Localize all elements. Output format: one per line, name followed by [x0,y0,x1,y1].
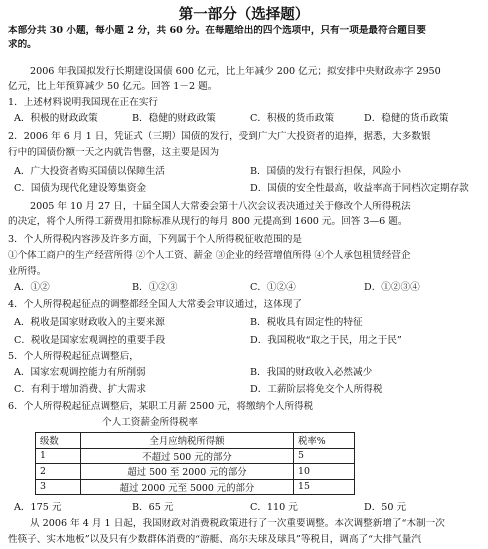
q4-option-b: B．税收具有固定性的特征 [250,317,363,328]
q2-option-c: C．国债为现代化建设筹集资金 [14,183,147,194]
section-title: 第一部分（选择题） [178,7,310,23]
instructions-line-1: 本部分共 30 小题，每小题 2 分，共 60 分。在每题给出的四个选项中，只有一项是最符合题目要 [8,25,426,36]
q2-stem-line-1: 2．2006 年 6 月 1 日，凭证式（三期）国债的发行，受到广大广大投资者的追捧，据悉，大多数银 [8,131,431,142]
q6-option-c: C．110 元 [250,502,298,513]
cell-level: 1 [36,448,81,464]
cell-rate: 5 [294,448,355,464]
q3-stem: 3．个人所得税内容涉及许多方面，下列属于个人所得税征收范围的是 [8,234,302,245]
q4-stem: 4．个人所得税起征点的调整都经全国人大常委会审议通过，这体现了 [8,299,302,310]
material2-line-1: 2005 年 10 月 27 日，十届全国人大常委会第十八次会议表决通过关于修改个人所得税法 [30,201,411,212]
q2-stem-line-2: 行中的国债份额一天之内就告售罄，这主要是因为 [8,147,220,158]
q6-option-b: B．65 元 [132,502,174,513]
material2-line-2: 的决定，将个人所得工薪费用扣除标准从现行的每月 800 元提高到 1600 元。回答 3—6 题。 [8,216,408,227]
q6-stem: 6．个人所得税起征点调整后，某职工月薪 2500 元，将缴纳个人所得税 [8,401,314,412]
q1-option-b: B．稳健的财政政策 [132,113,216,124]
cell-level: 2 [36,464,81,480]
table-header-row [36,433,355,449]
material1-line-2: 亿元，比上年预算减少 50 亿元。回答 1－2 题。 [8,81,218,92]
q1-option-c: C．积极的货币政策 [250,113,335,124]
table-row [36,448,355,464]
table-row [36,464,355,480]
q3-items-line-2: 业所得。 [8,266,47,277]
q3-option-c: C．①②④ [250,282,296,293]
q6-option-d: D．50 元 [364,502,407,513]
cell-amount: 超过 2000 元至 5000 元的部分 [81,479,294,495]
q3-items-line-1: ①个体工商户的生产经营所得 ②个人工资、薪金 ③企业的经营增值所得 ④个人承包租赁经营企 [8,250,411,261]
q2-option-a: A．广大投资者购买国债以保障生活 [14,166,165,177]
cell-amount: 不超过 500 元的部分 [81,448,294,464]
material3-line-2: 性筷子、实木地板”以及只有少数群体消费的“游艇、高尔夫球及球具”等税目，调高了“大排气量汽 [8,534,421,545]
q3-option-b: B．①②③ [132,282,178,293]
q5-option-d: D．工薪阶层将免交个人所得税 [250,384,383,395]
q4-option-a: A．税收是国家财政收入的主要来源 [14,317,165,328]
q1-option-d: D．稳健的货币政策 [364,113,449,124]
q2-option-d: D．国债的安全性最高，收益率高于同档次定期存款 [250,183,469,194]
q5-option-c: C．有利于增加消费、扩大需求 [14,384,147,395]
header-taxable-amount: 全月应纳税所得额 [81,433,294,449]
q3-option-d: D．①②③④ [364,282,420,293]
header-rate: 税率% [294,433,355,449]
q4-option-c: C．税收是国家宏观调控的重要手段 [14,335,166,346]
tax-table-title: 个人工资薪金所得税率 [102,417,198,428]
cell-amount: 超过 500 至 2000 元的部分 [81,464,294,480]
q2-option-b: B．国债的发行有银行担保，风险小 [250,166,401,177]
material3-line-1: 从 2006 年 4 月 1 日起，我国财政对消费税政策进行了一次重要调整。本次调整新增了“木制一次 [30,518,445,529]
cell-level: 3 [36,479,81,495]
q4-option-d: D．我国税收“取之于民，用之于民” [250,335,402,346]
instructions-line-2: 求的。 [8,39,37,50]
cell-rate: 10 [294,464,355,480]
q1-stem: 1．上述材料说明我国现在正在实行 [8,97,159,108]
q6-option-a: A．175 元 [14,502,62,513]
q5-option-b: B．我国的财政收入必然减少 [250,367,373,378]
q5-stem: 5．个人所得税起征点调整后， [8,351,139,362]
q1-option-a: A．积极的财政政策 [14,113,98,124]
cell-rate: 15 [294,479,355,495]
q5-option-a: A．国家宏观调控能力有所削弱 [14,367,146,378]
q3-option-a: A．①② [14,282,50,293]
header-level: 级数 [36,433,81,449]
material1-line-1: 2006 年我国拟发行长期建设国债 600 亿元，比上年减少 200 亿元；拟安排中央财政赤字 2950 [30,66,441,77]
table-row [36,479,355,495]
tax-rate-table [35,432,355,495]
